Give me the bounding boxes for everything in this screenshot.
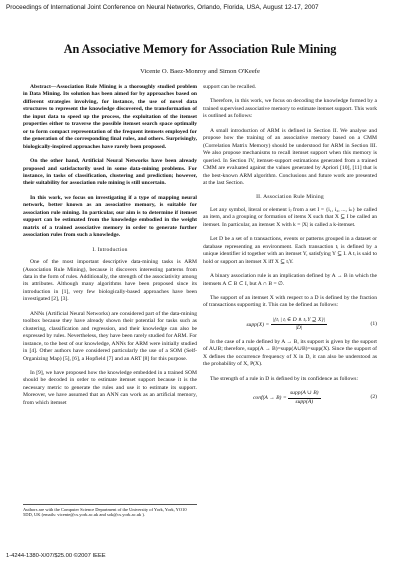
right-paragraph-6: The support of an itemset X with respect to a D is defined by the fraction of transactions supporting it. This can be defined as follows: — [203, 294, 377, 309]
equation-1-denominator: |D| — [295, 325, 303, 332]
paper-title: An Associative Memory for Association Rule Mining — [63, 42, 337, 56]
right-paragraph-1: Therefore, in this work, we focus on decoding the knowledge formed by a trained supervised associative memory to estimate itemset support. This work is outlined as follows: — [203, 98, 377, 120]
right-paragraph-7: In the case of a rule defined by A → B, its support is given by the support of A∪B; therefore, supp(A → B)=supp(A∪B)=supp(X). Since the support of X defines the occurrence frequency of X in D, it can also be understood as the probability of X, P(X). — [203, 338, 377, 368]
equation-2 — [203, 390, 377, 406]
equation-1 — [203, 317, 377, 333]
abstract-paragraph-3: In this work, we focus on investigating if a type of mapping neural network, better known as an associative memory, is suitable for association rule mining. In particular, our aim is to determine if itemset support can be estimated from the knowledge embodied in the weight matrix of a trained associative memory in order to generate further association rules from such a knowledge. — [23, 194, 197, 239]
proceedings-header: Proceedings of International Joint Conference on Neural Networks, Orlando, Florida, USA, August 12-17, 2007 — [6, 4, 319, 11]
left-column — [23, 84, 197, 414]
right-paragraph-4: Let D be a set of n transactions, events or patterns grouped in a dataset or database representing an environment. Each transaction tᵢ is defined by a unique identifier id together with an itemset Y, satisfying Y ⊆ I. A tᵢ is said to hold or support an itemset X iff X ⊆ tᵢY. — [203, 236, 377, 265]
authors-line: Vicente O. Baez-Monroy and Simon O'Keefe — [140, 68, 260, 75]
right-column — [203, 84, 377, 412]
equation-2-denominator: supp(A) — [295, 398, 314, 405]
intro-paragraph-1: One of the most important descriptive data-mining tasks is ARM (Association Rule Mining), because it discovers interesting patterns from data in the form of rules. Additionally, the strength of the associativity among its attributes. Although many algorithms have been proposed since its introduction in [1], very few biologically-based approaches have been investigated [2], [3]. — [23, 259, 197, 303]
right-paragraph-2: A small introduction of ARM is defined in Section II. We analyse and propose how the training of an associative memory based on a CMM (Correlation Matrix Memory) should be understood for ARM in Section III. We also propose mechanisms to recall itemset support when this memory is queried. In Section IV, itemset-support estimations generated from a trained CMM are evaluated against the values generated by Apriori [10], [11] that is the best-known ARM algorithm. Conclusions and future work are presented at the last Section. — [203, 127, 377, 186]
right-paragraph-5: A binary association rule is an implication defined by A → B in which the itemsets A ⊂ B ⊂ I, but A ∩ B = ∅. — [203, 273, 377, 287]
equation-1-lhs: supp(X) = — [246, 322, 270, 329]
equation-2-fraction — [288, 390, 321, 406]
equation-1-number: (1) — [370, 321, 377, 328]
intro-paragraph-3: In [9], we have proposed how the knowledge embedded in a trained SOM should be decoded in order to estimate itemset support because it is the necessary metric to generate the rules and use it to estimate its support. Moreover, we have assumed that an ANN can work as an artificial memory, from which itemset — [23, 369, 197, 406]
section-heading-introduction: I. Introduction — [92, 246, 128, 253]
equation-1-numerator: |{tᵢ | tᵢ ∈ D ∧ tᵢ.Y ⊇ X}| — [271, 317, 327, 325]
author-footnote: Authors are with the Computer Science Department of the University of York, York, YO10 5DD, UK (emails: vicente@cs.york.ac.uk and sok@cs.york.ac.uk ). — [23, 504, 197, 518]
abstract-paragraph: Abstract—Association Rule Mining is a thoroughly studied problem in Data Mining. Its solution has been aimed for by approaches based on different strategies involving, for instance, the use of novel data structures to represent the knowledge discovered, the transformation of the input data to speed up the process, the exploitation of the itemset properties either to traverse the possible itemset search space optimally or to form compact representation of the frequent itemsets employed for the generation of the corresponding final rules, and others. Surprisingly, biologically-inspired approaches have rarely been proposed. — [23, 84, 197, 150]
section-heading-arm: II. Association Rule Mining — [256, 194, 324, 201]
right-paragraph-8: The strength of a rule in D is defined by its confidence as follows: — [210, 375, 359, 382]
equation-2-numerator: supp(A ∪ B) — [288, 390, 321, 398]
equation-2-number: (2) — [370, 394, 377, 401]
equation-1-fraction — [271, 317, 327, 333]
abstract-paragraph-2: On the other hand, Artificial Neural Networks have been already proposed and satisfactorily used in some data-mining problems. For instance, in tasks of classification, clustering and prediction; however, their suitability for association rule mining is still uncertain. — [23, 158, 197, 187]
copyright-line: 1-4244-1380-X/07/$25.00 ©2007 IEEE — [6, 553, 106, 559]
intro-paragraph-2: ANNs (Artificial Neural Networks) are considered part of the data-mining toolbox because they have already shown their potential for tasks such as clustering, classification and regression, and their knowledge can also be expressed by rules. Nevertheless, they have been rarely studied for ARM. For instance, to the best of our knowledge, ANNs for ARM were initially studied in [4]. Other authors have considered particularly the use of a SOM (Self-Organizing Map) [5], [6], a Hopfield [7] and an ART [8] for this purpose. — [23, 310, 197, 362]
right-paragraph-3: Let any symbol, literal or element iⱼ from a set I = {i₁, i₂, ..., iₙ} be called an item, and a grouping or formation of items X such that X ⊆ I be called an itemset. In particular, an itemset X with k = |X| is called a k-itemset. — [203, 206, 377, 228]
equation-2-lhs: conf(A → B) = — [252, 395, 287, 402]
right-paragraph-0: support can be recalled. — [203, 84, 257, 90]
